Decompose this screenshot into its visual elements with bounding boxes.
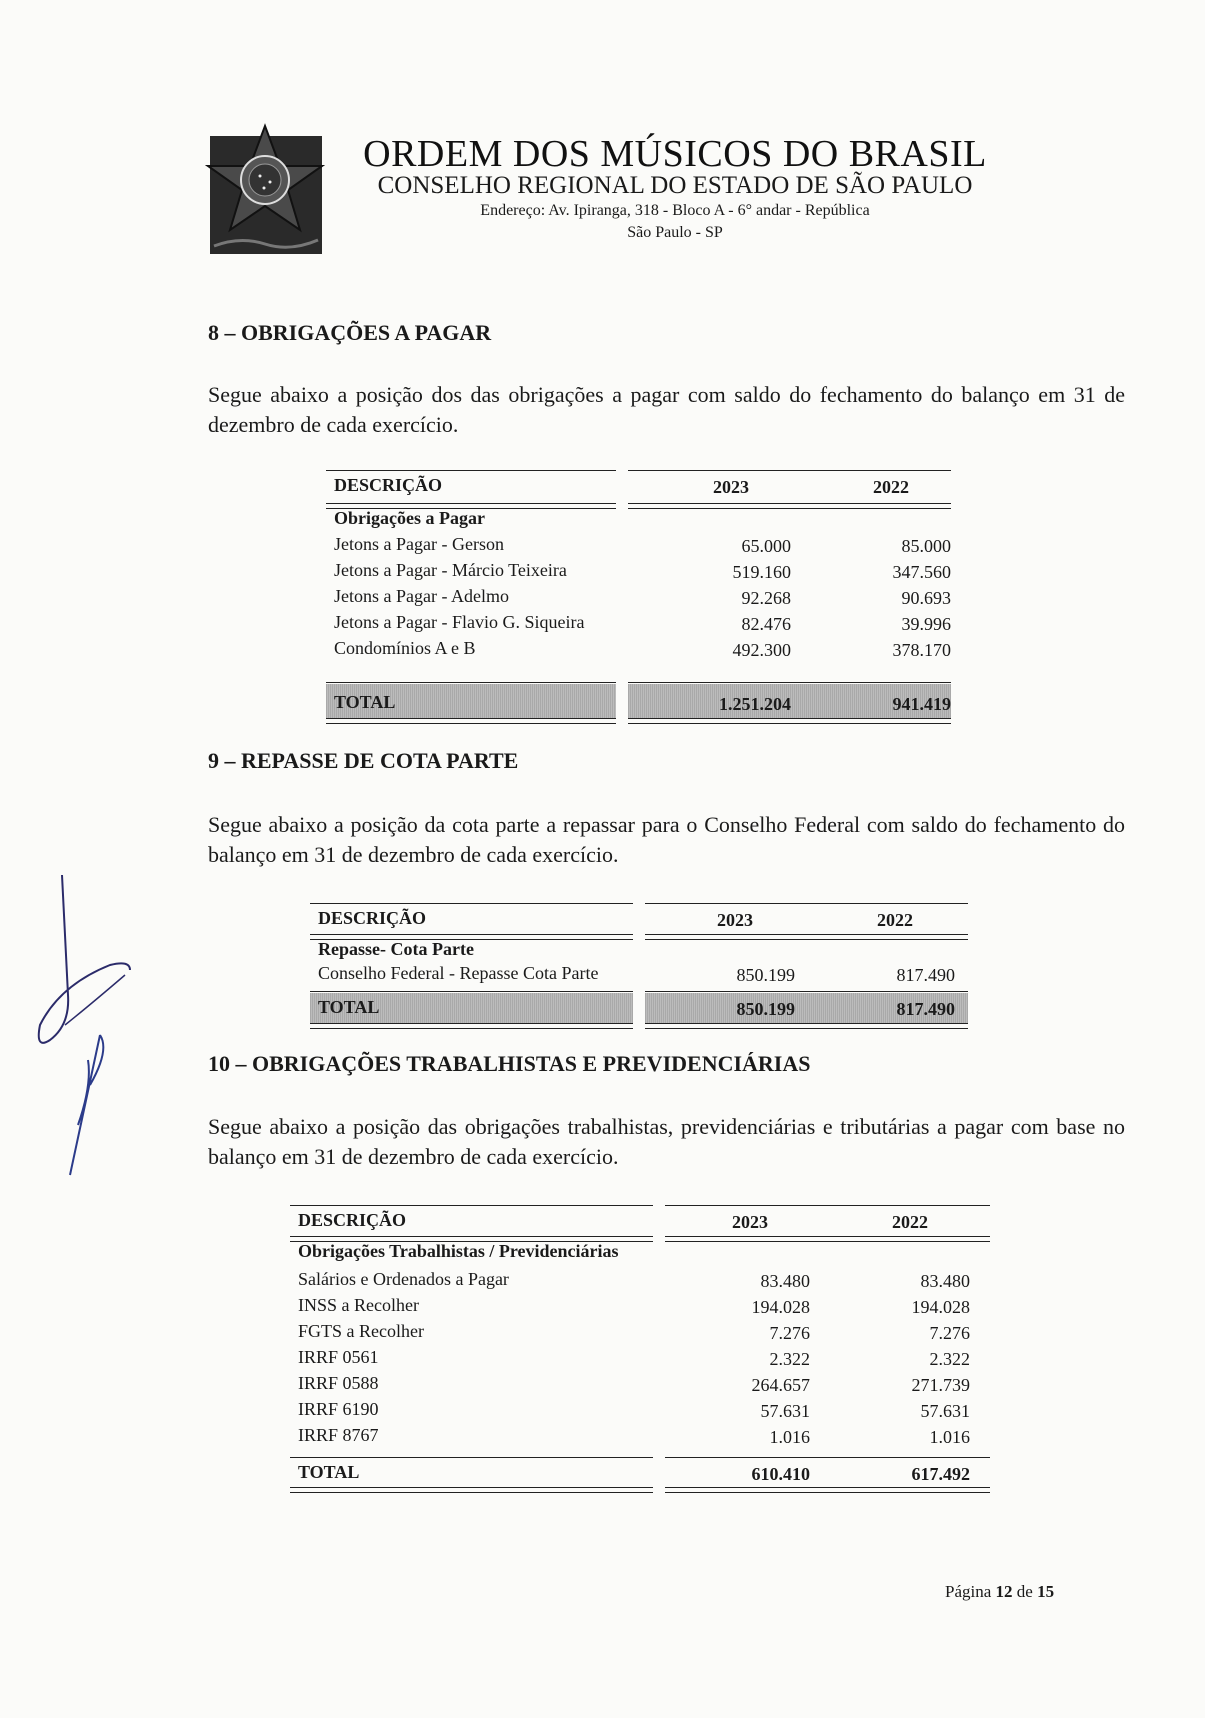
value-2022: 7.276 [929,1323,970,1343]
row-description: Jetons a Pagar - Márcio Teixeira [334,560,567,580]
value-2022: 194.028 [911,1297,970,1317]
col-description: DESCRIÇÃO [318,908,427,928]
row-description: Jetons a Pagar - Flavio G. Siqueira [334,612,585,632]
col-2022: 2022 [892,1212,928,1232]
table-row [290,1345,990,1371]
section-title: 9 – REPASSE DE COTA PARTE [208,748,519,773]
page-number: Página 12 de 15 [945,1582,1055,1601]
table-row [310,961,968,987]
col-description: DESCRIÇÃO [298,1210,407,1230]
labor-obligations-table [290,1205,990,1484]
row-description: INSS a Recolher [298,1295,419,1315]
value-2023: 2.322 [769,1349,810,1369]
row-description: IRRF 0588 [298,1373,379,1393]
value-2022: 271.739 [911,1375,970,1395]
row-description: FGTS a Recolher [298,1321,424,1341]
value-2023: 57.631 [760,1401,810,1421]
row-description: Conselho Federal - Repasse Cota Parte [318,963,599,983]
table-total-row: TOTAL 1.251.204 941.419 [334,692,951,714]
value-2023: 1.016 [769,1427,810,1447]
table-row [326,584,951,610]
table-header [310,906,968,932]
table-row [326,532,951,558]
value-2022: 1.016 [929,1427,970,1447]
value-2023: 83.480 [760,1271,810,1291]
value-2023: 850.199 [736,965,795,985]
organization-name: ORDEM DOS MÚSICOS DO BRASIL [363,133,987,175]
city: São Paulo - SP [627,224,723,241]
value-2023: 519.160 [732,562,791,582]
address: Endereço: Av. Ipiranga, 318 - Bloco A - 6° andar - República [480,202,870,219]
section-intro: Segue abaixo a posição das obrigações trabalhistas, previdenciárias e tributárias a pagar com base no balanço em 31 de dezembro de cada exercício. [208,1114,1125,1169]
table-total-row: TOTAL 610.410 617.492 [298,1462,970,1484]
table-total-row: TOTAL 850.199 817.490 [318,997,955,1019]
table-row [326,558,951,584]
col-2023: 2023 [732,1212,768,1232]
table-header [290,1208,990,1234]
table-row [290,1293,990,1319]
row-description: Condomínios A e B [334,638,476,658]
value-2023: 194.028 [751,1297,810,1317]
value-2023: 264.657 [751,1375,810,1395]
col-2022: 2022 [877,910,913,930]
value-2022: 347.560 [892,562,951,582]
table-subheading: Obrigações Trabalhistas / Previdenciárias [298,1241,619,1261]
row-description: IRRF 8767 [298,1425,379,1445]
value-2022: 57.631 [920,1401,970,1421]
section-title: 8 – OBRIGAÇÕES A PAGAR [208,320,492,345]
handwritten-signature [30,875,140,1195]
table-row [290,1267,990,1293]
col-description: DESCRIÇÃO [334,475,443,495]
row-description: Jetons a Pagar - Gerson [334,534,504,554]
coat-of-arms-logo [200,118,330,260]
table-row [290,1397,990,1423]
row-description: Salários e Ordenados a Pagar [298,1269,509,1289]
value-2022: 85.000 [901,536,951,556]
value-2022: 2.322 [929,1349,970,1369]
section-title: 10 – OBRIGAÇÕES TRABALHISTAS E PREVIDENCIÁRIAS [208,1051,811,1076]
col-2022: 2022 [873,477,909,497]
table-row [290,1371,990,1397]
row-description: Jetons a Pagar - Adelmo [334,586,509,606]
value-2022: 378.170 [892,640,951,660]
value-2023: 492.300 [732,640,791,660]
table-row [290,1423,990,1449]
row-description: IRRF 0561 [298,1347,379,1367]
table-row [326,610,951,636]
table-header [326,473,951,499]
col-2023: 2023 [717,910,753,930]
section-intro: Segue abaixo a posição da cota parte a repassar para o Conselho Federal com saldo do fechamento do balanço em 31 de dezembro de cada exercício. [208,812,1125,867]
value-2023: 92.268 [741,588,791,608]
table-subheading: Repasse- Cota Parte [318,939,474,959]
table-subheading: Obrigações a Pagar [334,508,485,528]
value-2022: 90.693 [901,588,951,608]
value-2023: 7.276 [769,1323,810,1343]
table-row [326,636,951,662]
col-2023: 2023 [713,477,749,497]
value-2023: 82.476 [741,614,791,634]
obligations-table [326,470,951,714]
value-2022: 39.996 [901,614,951,634]
value-2022: 83.480 [920,1271,970,1291]
value-2023: 65.000 [741,536,791,556]
quota-table [310,903,968,1019]
table-row [290,1319,990,1345]
value-2022: 817.490 [896,965,955,985]
council-name: CONSELHO REGIONAL DO ESTADO DE SÃO PAULO [377,172,973,199]
section-intro: Segue abaixo a posição dos das obrigações a pagar com saldo do fechamento do balanço em 31 de dezembro de cada exercício. [208,382,1125,437]
row-description: IRRF 6190 [298,1399,379,1419]
